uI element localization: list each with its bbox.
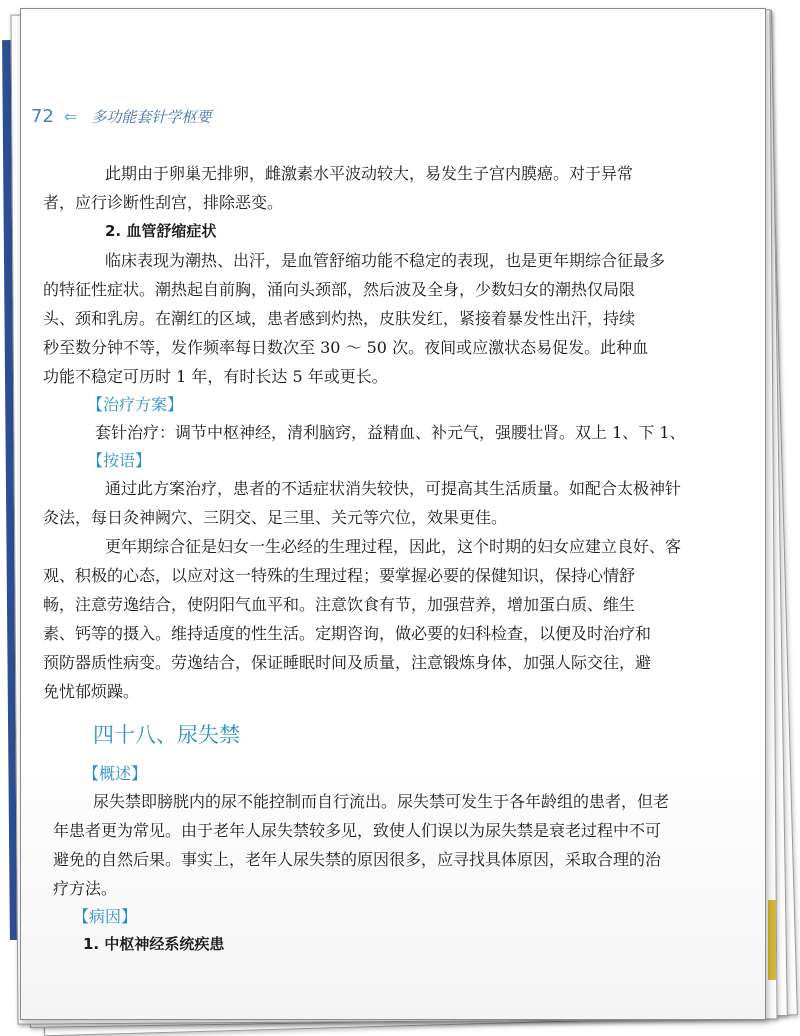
text-line: 头、颈和乳房。在潮红的区域，患者感到灼热，皮肤发红，紧接着暴发性出汗，持续 xyxy=(43,309,636,328)
section-tag-treatment: 【治疗方案】 xyxy=(87,395,184,414)
text-line: 者，应行诊断性刮宫，排除恶变。 xyxy=(43,193,284,212)
text-line: 避免的自然后果。事实上，老年人尿失禁的原因很多，应寻找具体原因，采取合理的治 xyxy=(53,850,662,869)
text-line: 此期由于卵巢无排卵，雌激素水平波动较大，易发生子宫内膜癌。对于异常 xyxy=(105,164,634,183)
book-cover-edge xyxy=(768,900,776,980)
text-line: 的特征性症状。潮热起自前胸，涌向头颈部，然后波及全身，少数妇女的潮热仅局限 xyxy=(43,280,636,299)
text-line: 素、钙等的摄入。维持适度的性生活。定期咨询，做必要的妇科检查，以便及时治疗和 xyxy=(43,624,652,643)
text-line: 临床表现为潮热、出汗，是血管舒缩功能不稳定的表现，也是更年期综合征最多 xyxy=(105,251,666,270)
text-line: 疗方法。 xyxy=(53,879,118,898)
section-tag-cause: 【病因】 xyxy=(73,907,138,926)
text-line: 畅，注意劳逸结合，使阴阳气血平和。注意饮食有节，加强营养，增加蛋白质、维生 xyxy=(43,595,636,614)
running-header xyxy=(31,103,211,129)
left-arrow-icon: ⇐ xyxy=(63,106,78,126)
book-title: 多功能套针学枢要 xyxy=(91,107,212,126)
text-line: 灸法，每日灸神阙穴、三阴交、足三里、关元等穴位，效果更佳。 xyxy=(43,508,508,527)
text-line: 年患者更为常见。由于老年人尿失禁较多见，致使人们误以为尿失禁是衰老过程中不可 xyxy=(53,821,662,840)
text-line: 功能不稳定可历时 1 年，有时长达 5 年或更长。 xyxy=(43,367,388,386)
subheading: 2. 血管舒缩症状 xyxy=(105,222,217,240)
text-line: 免忧郁烦躁。 xyxy=(43,682,140,701)
text-line: 通过此方案治疗，患者的不适症状消失较快，可提高其生活质量。如配合太极神针 xyxy=(105,479,682,498)
section-title: 四十八、尿失禁 xyxy=(93,723,240,747)
section-tag-note: 【按语】 xyxy=(87,451,152,470)
text-line: 套针治疗：调节中枢神经，清利脑窍，益精血、补元气，强腰壮肾。双上 1、下 1、 xyxy=(95,423,686,442)
text-line: 观、积极的心态，以应对这一特殊的生理过程；要掌握必要的保健知识，保持心情舒 xyxy=(43,566,636,585)
page-body xyxy=(43,159,766,959)
text-line: 更年期综合征是妇女一生必经的生理过程，因此，这个时期的妇女应建立良好、客 xyxy=(105,537,682,556)
text-line: 尿失禁即膀胱内的尿不能控制而自行流出。尿失禁可发生于各年龄组的患者，但老 xyxy=(93,792,670,811)
page-number: 72 xyxy=(31,105,54,127)
section-tag-overview: 【概述】 xyxy=(83,764,148,783)
text-line: 秒至数分钟不等，发作频率每日数次至 30 ～ 50 次。夜间或应激状态易促发。此种血 xyxy=(43,338,649,357)
text-line: 预防器质性病变。劳逸结合，保证睡眠时间及质量，注意锻炼身体，加强人际交往，避 xyxy=(43,653,652,672)
book-page xyxy=(20,8,766,1020)
subheading: 1. 中枢神经系统疾患 xyxy=(83,935,225,953)
